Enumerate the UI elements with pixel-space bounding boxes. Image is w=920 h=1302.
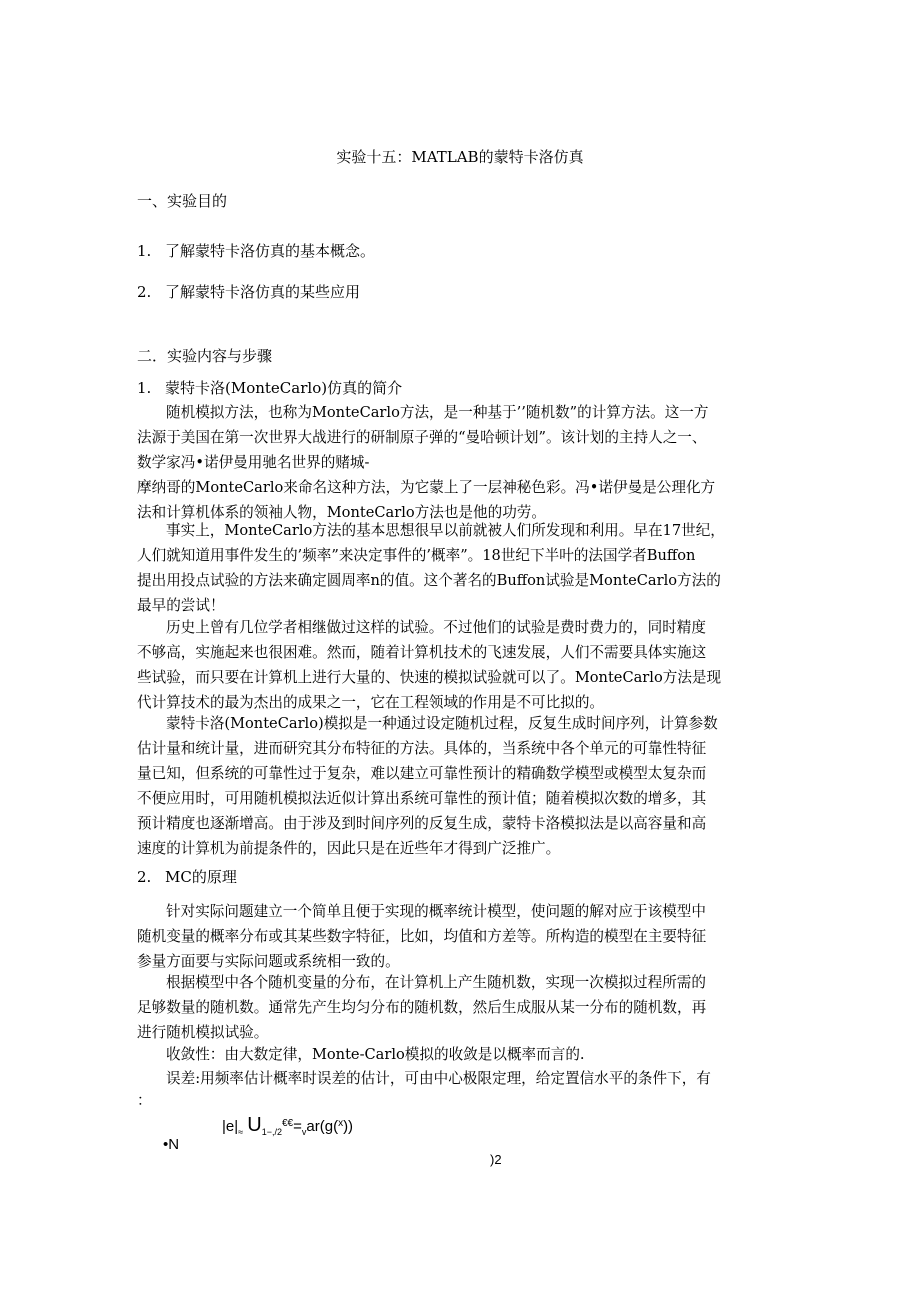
formula-v: v <box>301 1127 307 1137</box>
item-text: 了解蒙特卡洛仿真的某些应用 <box>165 283 361 301</box>
subsection-heading-principle <box>137 866 237 887</box>
formula-lhs: |e| <box>222 1118 239 1135</box>
item-number: 2. <box>137 283 152 301</box>
paragraph-history <box>137 518 783 618</box>
formula-symbol: €€ <box>282 1118 294 1129</box>
text-line: 进行随机模拟试验。 <box>137 1024 269 1041</box>
item-number: 2. <box>137 868 152 886</box>
subsection-heading-intro <box>137 377 402 398</box>
objective-item <box>137 281 360 302</box>
item-number: 1. <box>137 242 152 260</box>
text-line: 估计量和统计量，进而研究其分布特征的方法。具体的，当系统中各个单元的可靠性特征 <box>137 740 707 757</box>
paragraph-convergence <box>137 1042 783 1067</box>
text-line: 法源于美国在第一次世界大战进行的研制原子弹的“曼哈顿计划”。该计划的主持人之一、 <box>137 429 707 446</box>
text-line: 数学家冯•诺伊曼用驰名世界的赌城- <box>137 454 370 471</box>
text-line: 收敛性：由大数定律，Monte-Carlo模拟的收敛是以概率而言的. <box>166 1046 585 1063</box>
text-line: ： <box>137 1092 152 1109</box>
text-line: 事实上，MonteCarlo方法的基本思想很早以前就被人们所发现和利用。早在17世纪， <box>166 522 725 539</box>
formula-x: x <box>338 1118 344 1129</box>
item-text: 蒙特卡洛(MonteCarlo)仿真的简介 <box>165 379 403 397</box>
paragraph-intro <box>137 400 783 525</box>
text-line: 足够数量的随机数。通常先产生均匀分布的随机数，然后生成服从某一分布的随机数，再 <box>137 999 707 1016</box>
formula-close: )) <box>343 1118 354 1135</box>
item-number: 1. <box>137 379 152 397</box>
paragraph-experiments <box>137 615 783 715</box>
text-line: 不便应用时，可用随机模拟法近似计算出系统可靠性的预计值；随着模拟次数的增多，其 <box>137 790 707 807</box>
text-line: 参量方面要与实际问题或系统相一致的。 <box>137 953 400 970</box>
page-title: 实验十五：MATLAB的蒙特卡洛仿真 <box>336 148 584 166</box>
formula-var: ar(g( <box>306 1118 339 1135</box>
objective-item <box>137 240 375 261</box>
text-line: 法和计算机体系的领袖人物，MonteCarlo方法也是他的功劳。 <box>137 504 546 521</box>
text-line: 代计算技术的最为杰出的成果之一，它在工程领域的作用是不可比拟的。 <box>137 694 605 711</box>
formula-u-sub: 1−,/2 <box>261 1127 282 1137</box>
formula-n-mark: •N <box>163 1136 180 1153</box>
text-line: 针对实际问题建立一个简单且便于实现的概率统计模型，使问题的解对应于该模型中 <box>166 903 706 920</box>
text-line: 最早的尝试！ <box>137 597 225 614</box>
text-line: 蒙特卡洛(MonteCarlo)模拟是一种通过设定随机过程，反复生成时间序列，计算参数 <box>166 715 718 732</box>
text-line: 根据模型中各个随机变量的分布，在计算机上产生随机数，实现一次模拟过程所需的 <box>166 974 706 991</box>
formula-lhs-sub: ≈ <box>238 1127 244 1137</box>
paragraph-model <box>137 899 783 974</box>
text-line: 些试验，而只要在计算机上进行大量的、快速的模拟试验就可以了。MonteCarlo方法是现 <box>137 669 722 686</box>
text-line: 不够高，实施起来也很困难。然而，随着计算机技术的飞速发展，人们不需要具体实施这 <box>137 644 707 661</box>
text-line: 历史上曾有几位学者相继做过这样的试验。不过他们的试验是费时费力的，同时精度 <box>166 619 706 636</box>
section-heading-objectives: 一、实验目的 <box>137 192 228 210</box>
text-line: 随机变量的概率分布或其某些数字特征，比如，均值和方差等。所构造的模型在主要特征 <box>137 928 707 945</box>
text-line: 摩纳哥的MonteCarlo来命名这种方法，为它蒙上了一层神秘色彩。冯•诺伊曼是公理化方 <box>137 479 716 496</box>
paragraph-error <box>137 1068 783 1112</box>
text-line: 量已知，但系统的可靠性过于复杂，难以建立可靠性预计的精确数学模型或模型太复杂而 <box>137 765 707 782</box>
text-line: 误差:用频率估计概率时误差的估计，可由中心极限定理，给定置信水平的条件下，有 <box>166 1070 711 1087</box>
text-line: 速度的计算机为前提条件的，因此只是在近些年才得到广泛推广。 <box>137 840 561 857</box>
formula-u: U <box>247 1114 262 1136</box>
item-text: MC的原理 <box>165 868 237 886</box>
text-line: 随机模拟方法，也称为MonteCarlo方法，是一种基于’’随机数”的计算方法。这一方 <box>166 404 709 421</box>
paragraph-random-numbers <box>137 970 783 1045</box>
text-line: 提出用投点试验的方法来确定圆周率n的值。这个著名的Buffon试验是MonteCarlo方法的 <box>137 572 721 589</box>
formula-equals: = <box>293 1118 302 1135</box>
item-text: 了解蒙特卡洛仿真的基本概念。 <box>165 242 376 260</box>
paragraph-simulation <box>137 711 783 861</box>
formula-power: )2 <box>490 1152 502 1167</box>
text-line: 预计精度也逐渐增高。由于涉及到时间序列的反复生成，蒙特卡洛模拟法是以高容量和高 <box>137 815 707 832</box>
section-heading-content: 二．实验内容与步骤 <box>137 347 273 365</box>
error-formula <box>222 1114 353 1137</box>
text-line: 人们就知道用事件发生的’频率”来决定事件的’概率”。18世纪下半叶的法国学者Buffon <box>137 547 696 564</box>
